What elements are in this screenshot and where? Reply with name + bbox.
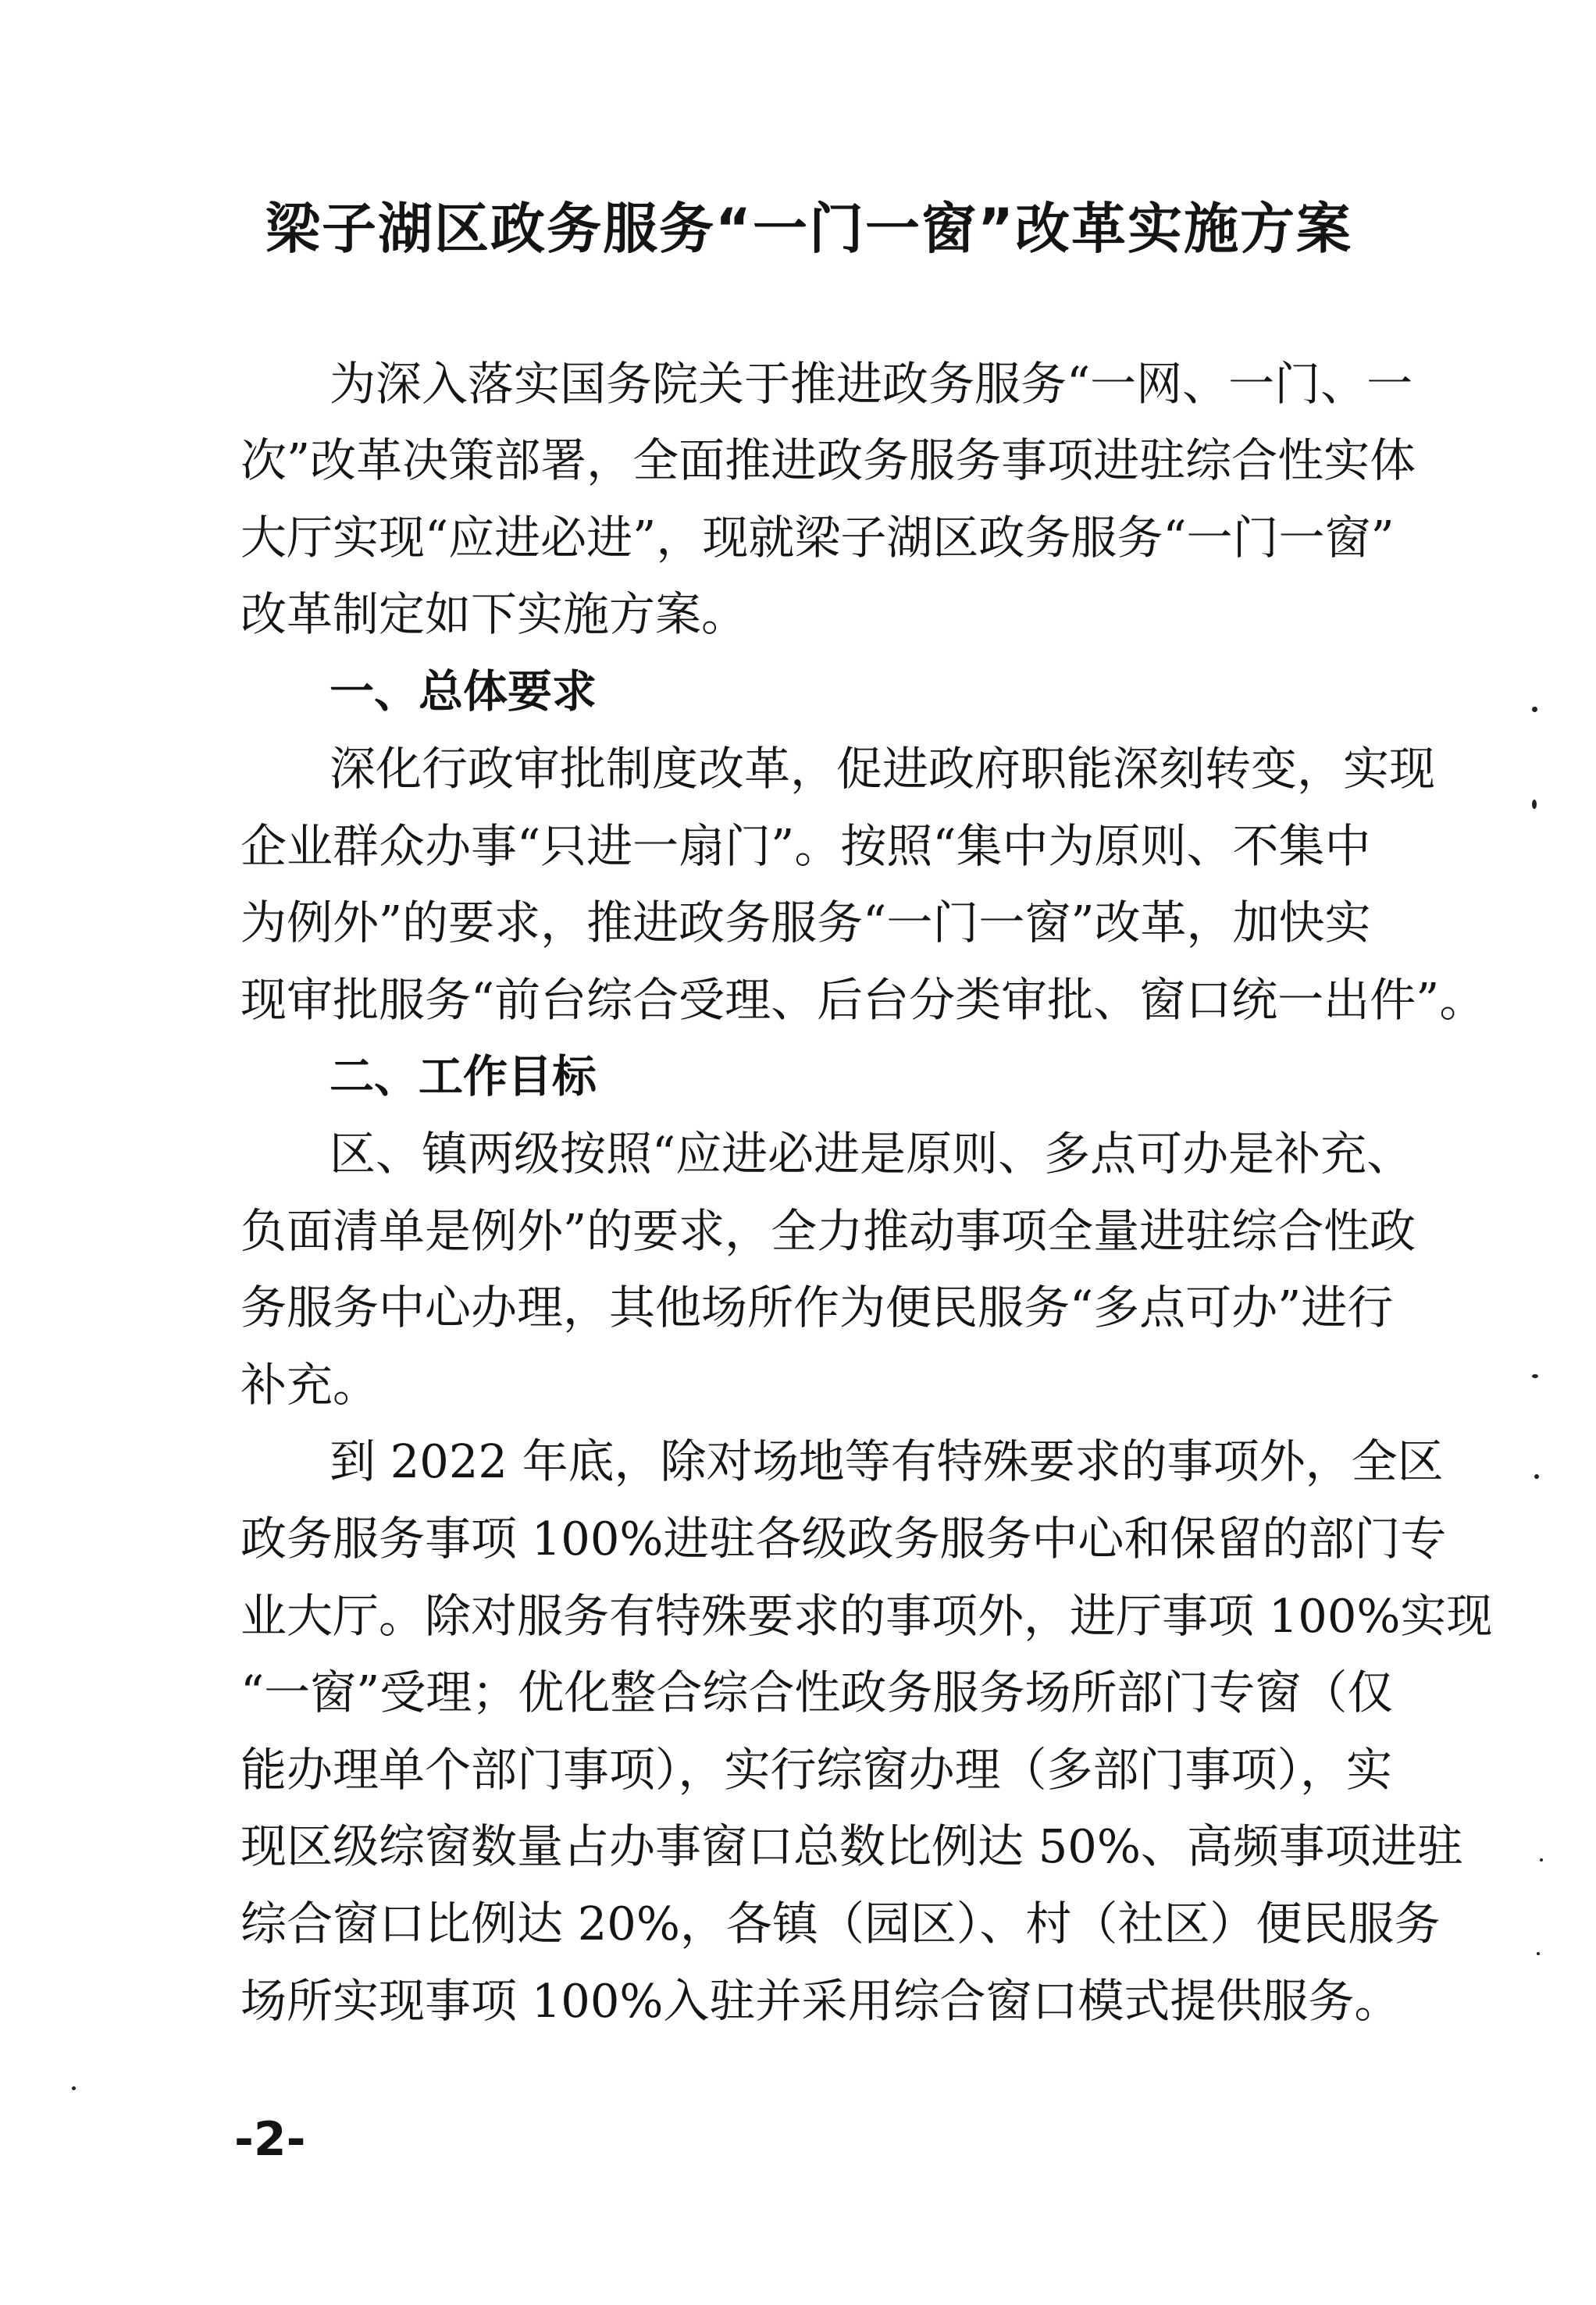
section2-para1-line: 负面清单是例外”的要求，全力推动事项全量进驻综合性政 <box>240 1204 1416 1258</box>
section2-para1-line: 区、镇两级按照“应进必进是原则、多点可办是补充、 <box>330 1127 1413 1181</box>
section1-line: 深化行政审批制度改革，促进政府职能深刻转变，实现 <box>330 742 1436 796</box>
section1-line: 现审批服务“前台综合受理、后台分类审批、窗口统一出件”。 <box>240 973 1486 1027</box>
scan-speck <box>72 2086 76 2090</box>
intro-line: 为深入落实国务院关于推进政务服务“一网、一门、一 <box>330 357 1413 411</box>
section-heading-general-requirements: 一、总体要求 <box>330 666 597 718</box>
section2-para1-line: 务服务中心办理，其他场所作为便民服务“多点可办”进行 <box>240 1281 1394 1334</box>
section1-line: 为例外”的要求，推进政务服务“一门一窗”改革，加快实 <box>240 896 1371 949</box>
section2-para2-line: 能办理单个部门事项），实行综窗办理（多部门事项），实 <box>240 1743 1393 1797</box>
section2-para2-line: 现区级综窗数量占办事窗口总数比例达 50%、高频事项进驻 <box>240 1819 1463 1873</box>
section2-para1-line: 补充。 <box>240 1358 379 1412</box>
section2-para2-line: 场所实现事项 100%入驻并采用综合窗口模式提供服务。 <box>240 1974 1401 2028</box>
intro-line: 次”改革决策部署，全面推进政务服务事项进驻综合性实体 <box>240 433 1416 487</box>
section2-para2-line: 综合窗口比例达 20%，各镇（园区）、村（社区）便民服务 <box>240 1897 1441 1951</box>
scan-speck <box>1532 707 1537 712</box>
intro-line: 大厅实现“应进必进”，现就梁子湖区政务服务“一门一窗” <box>240 511 1395 565</box>
document-title: 梁子湖区政务服务“一门一窗”改革实施方案 <box>265 197 1353 261</box>
section2-para2-line: 业大厅。除对服务有特殊要求的事项外，进厅事项 100%实现 <box>240 1589 1493 1643</box>
intro-line: 改革制定如下实施方案。 <box>240 587 748 641</box>
scan-speck <box>1534 1474 1539 1479</box>
section-heading-work-goals: 二、工作目标 <box>330 1051 597 1103</box>
scan-speck <box>1532 800 1537 809</box>
section1-line: 企业群众办事“只进一扇门”。按照“集中为原则、不集中 <box>240 819 1371 873</box>
scan-speck <box>1532 1374 1538 1378</box>
scan-speck <box>1537 1952 1540 1955</box>
section2-para2-line: 到 2022 年底，除对场地等有特殊要求的事项外，全区 <box>330 1434 1444 1488</box>
page-number: -2- <box>234 2112 306 2167</box>
scan-speck <box>1540 1858 1543 1861</box>
section2-para2-line: “一窗”受理；优化整合综合性政务服务场所部门专窗（仅 <box>240 1666 1394 1719</box>
section2-para2-line: 政务服务事项 100%进驻各级政务服务中心和保留的部门专 <box>240 1512 1447 1566</box>
